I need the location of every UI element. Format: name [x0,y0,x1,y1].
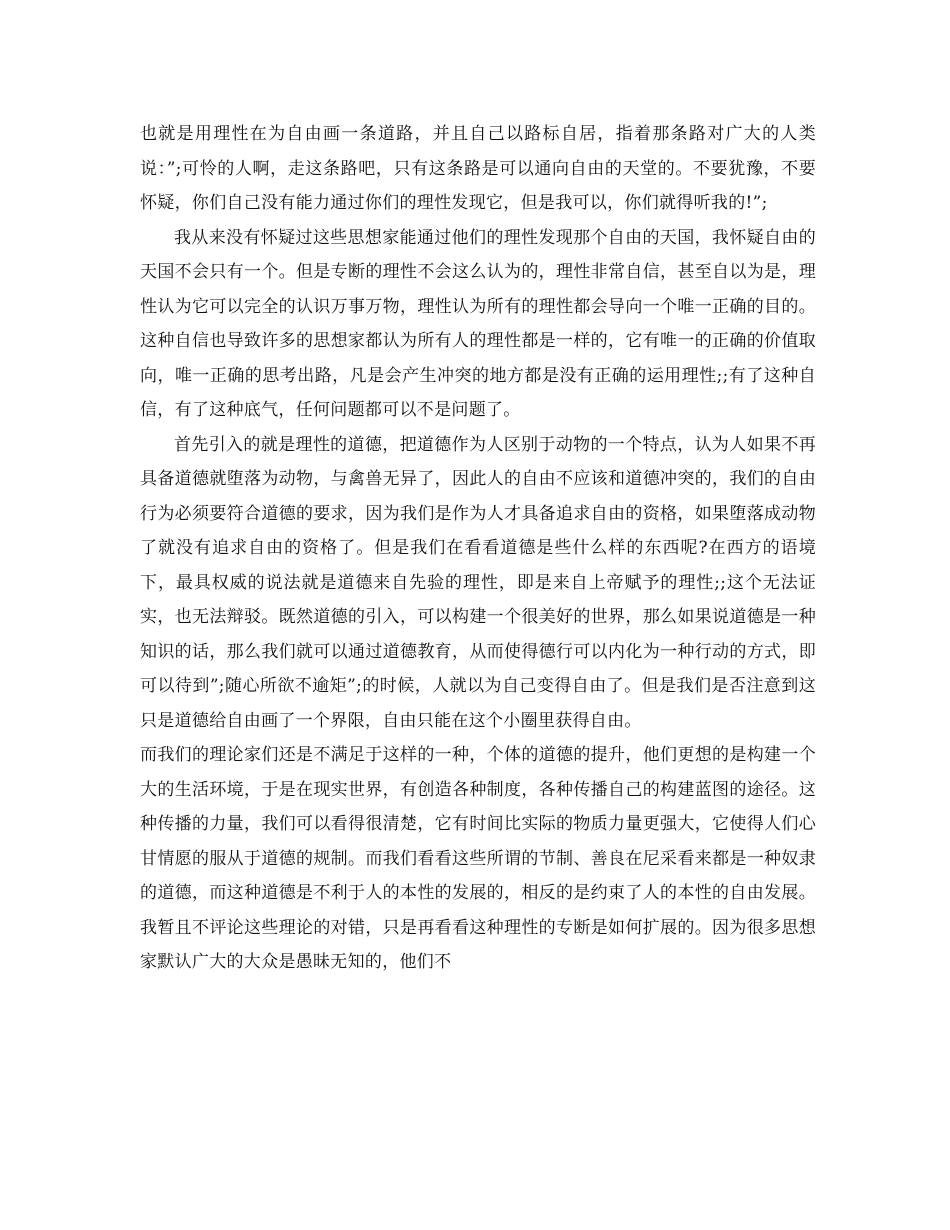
paragraph-2: 我从来没有怀疑过这些思想家能通过他们的理性发现那个自由的天国，我怀疑自由的天国不会只有一个。但是专断的理性不会这么认为的，理性非常自信，甚至自以为是，理性认为它可以完全的认识万事万物，理性认为所有的理性都会导向一个唯一正确的目的。这种自信也导致许多的思想家都认为所有人的理性都是一样的，它有唯一的正确的价值取向，唯一正确的思考出路，凡是会产生冲突的地方都是没有正确的运用理性;;有了这种自信，有了这种底气，任何问题都可以不是问题了。 [140,227,816,420]
paragraph-4: 而我们的理论家们还是不满足于这样的一种，个体的道德的提升，他们更想的是构建一个大的生活环境，于是在现实世界，有创造各种制度，各种传播自己的构建蓝图的途径。这种传播的力量，我们可以看得很清楚，它有时间比实际的物质力量更强大，它使得人们心甘情愿的服从于道德的规制。而我们看看这些所谓的节制、善良在尼采看来都是一种奴隶的道德，而这种道德是不利于人的本性的发展的，相反的是约束了人的本性的自由发展。我暂且不评论这些理论的对错，只是再看看这种理性的专断是如何扩展的。因为很多思想家默认广大的大众是愚昧无知的，他们不 [140,745,816,972]
paragraph-1: 也就是用理性在为自由画一条道路，并且自己以路标自居，指着那条路对广大的人类说：”;可怜的人啊，走这条路吧，只有这条路是可以通向自由的天堂的。不要犹豫，不要怀疑，你们自己没有能力通过你们的理性发现它，但是我可以，你们就得听我的!”; [140,124,816,213]
paragraph-3: 首先引入的就是理性的道德，把道德作为人区别于动物的一个特点，认为人如果不再具备道德就堕落为动物，与禽兽无异了，因此人的自由不应该和道德冲突的，我们的自由行为必须要符合道德的要求，因为我们是作为人才具备追求自由的资格，如果堕落成动物了就没有追求自由的资格了。但是我们在看看道德是些什么样的东西呢?在西方的语境下，最具权威的说法就是道德来自先验的理性，即是来自上帝赋予的理性;;这个无法证实，也无法辩驳。既然道德的引入，可以构建一个很美好的世界，那么如果说道德是一种知识的话，那么我们就可以通过道德教育，从而使得德行可以内化为一种行动的方式，即可以待到”;随心所欲不逾矩”;的时候，人就以为自己变得自由了。但是我们是否注意到这只是道德给自由画了一个界限，自由只能在这个小圈里获得自由。 [140,434,816,731]
document-body [140,117,816,980]
